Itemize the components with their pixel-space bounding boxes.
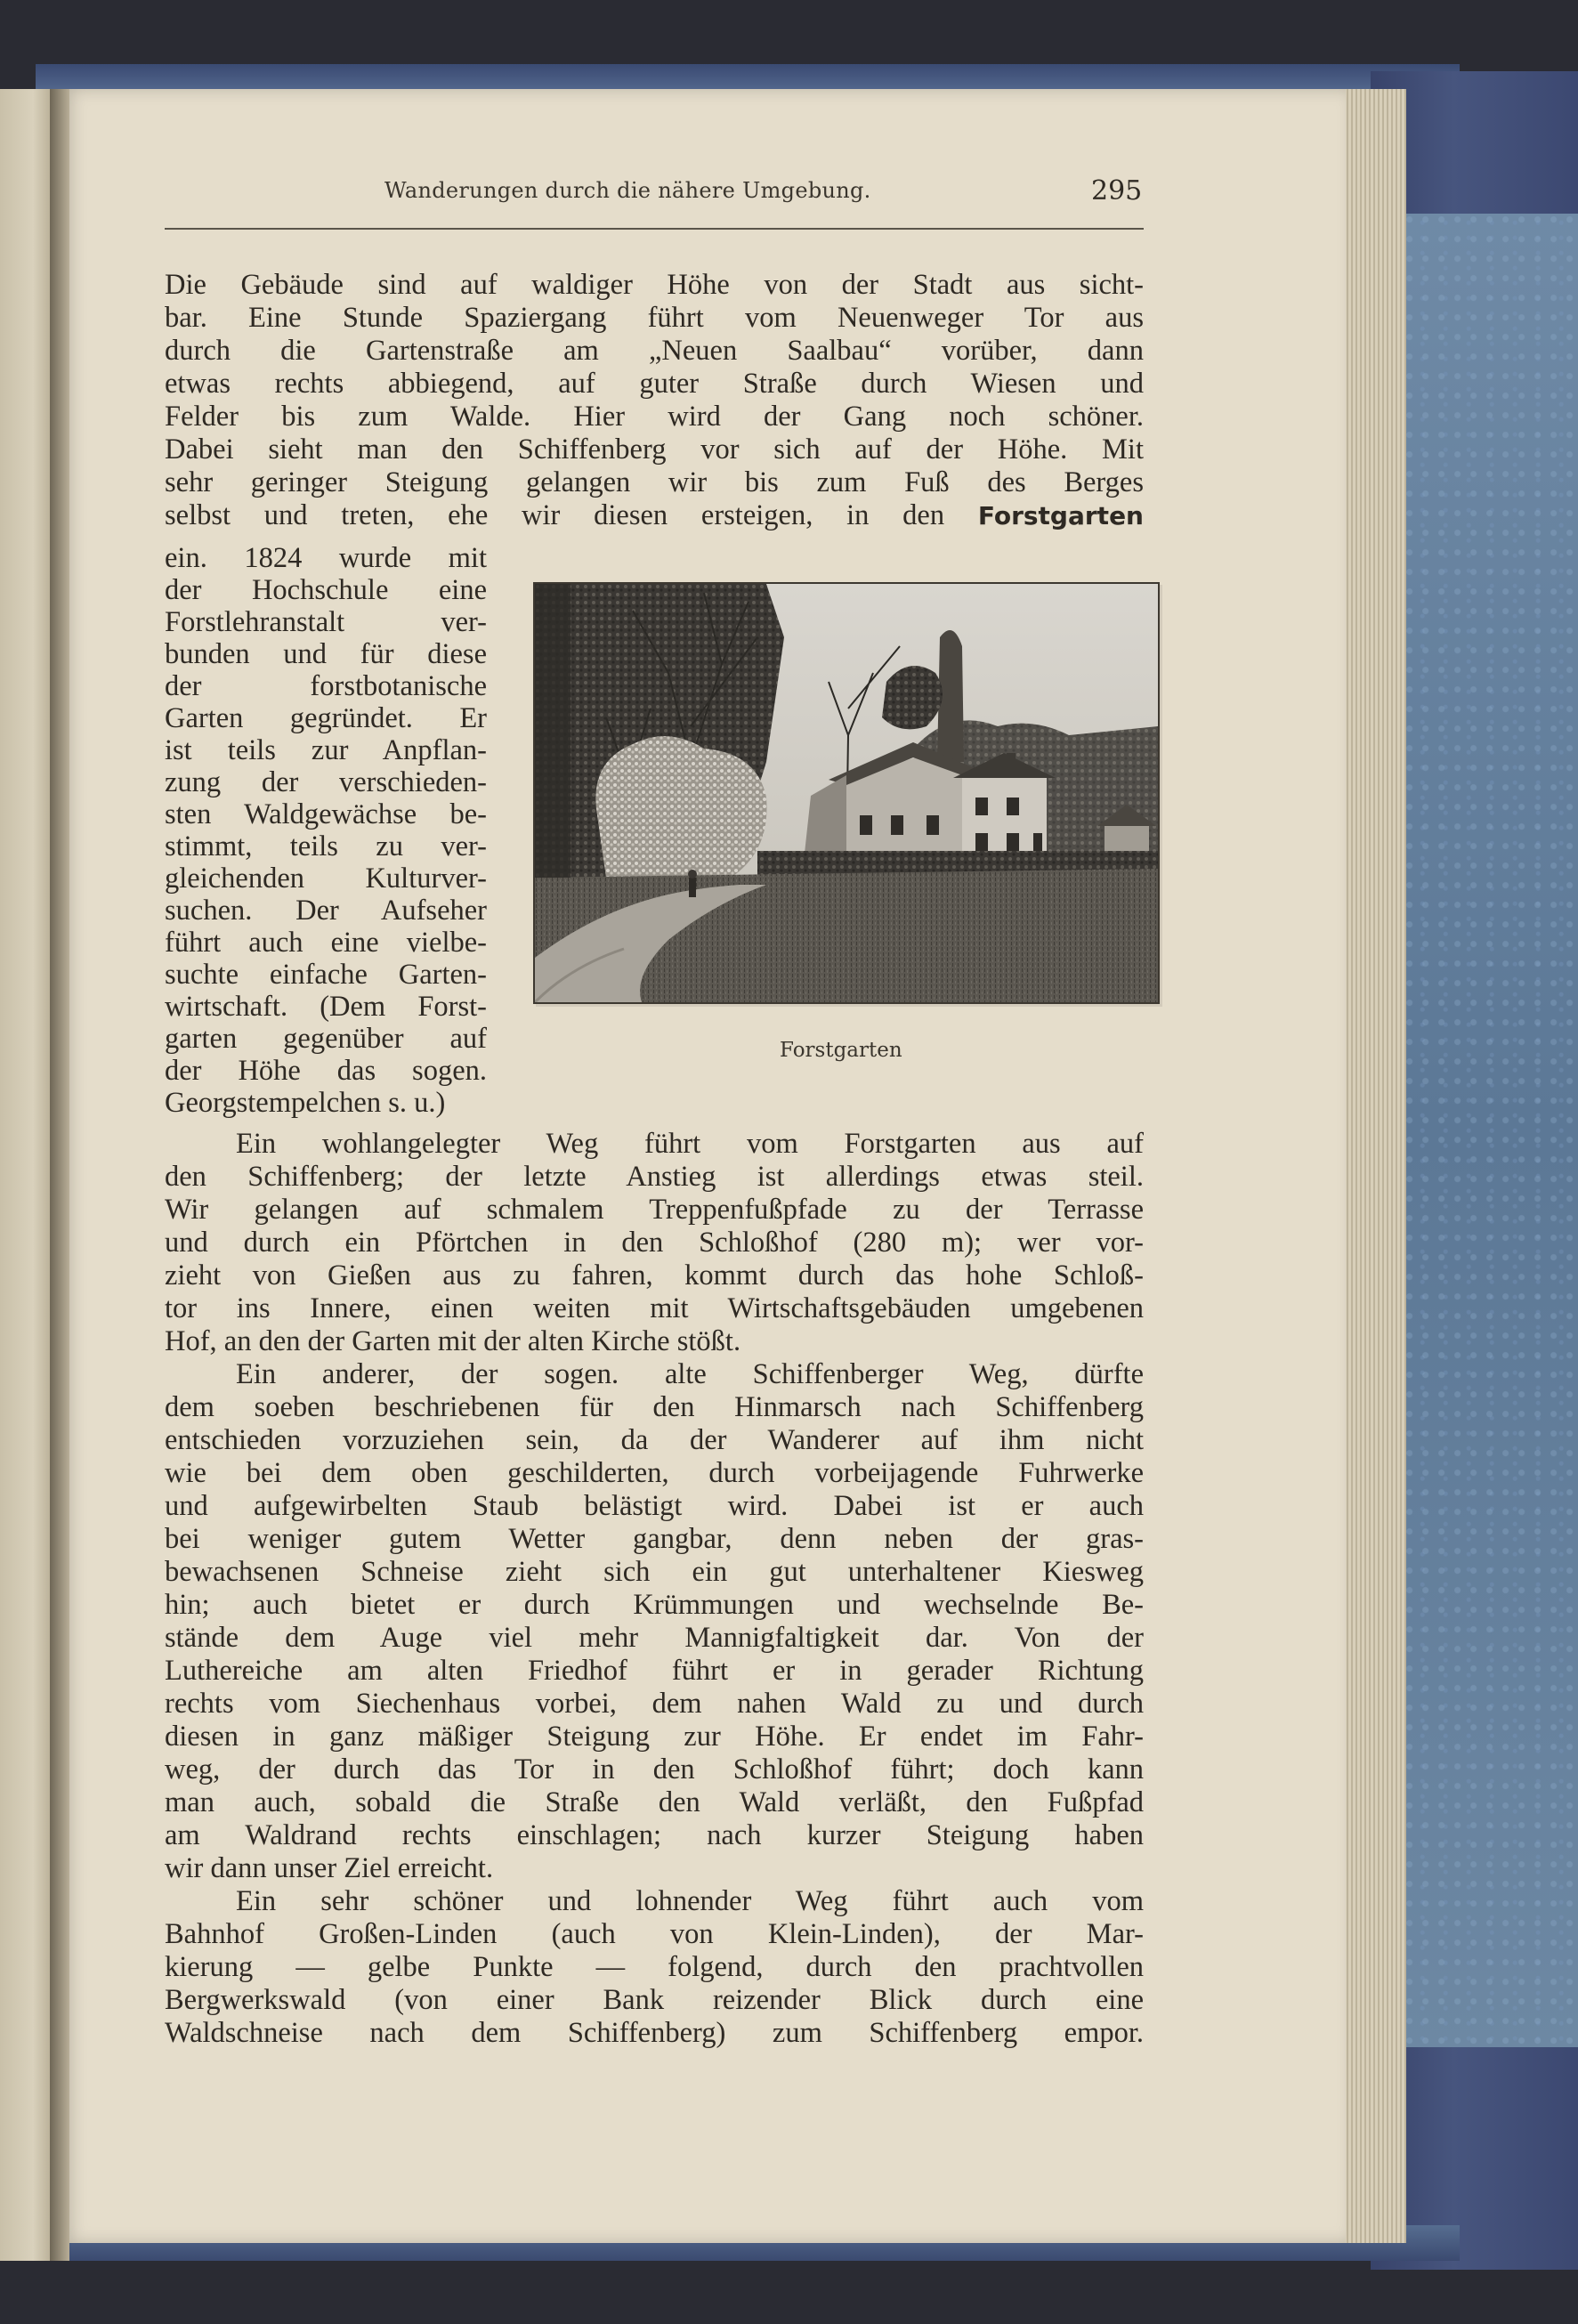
- text-line: den Schiffenberg; der letzte Anstieg ist allerdings etwas steil.: [165, 1161, 1144, 1193]
- text-line: bewachsenen Schneise zieht sich ein gut unterhaltener Kiesweg: [165, 1556, 1144, 1588]
- figure-caption: Forstgarten: [780, 1039, 902, 1062]
- forstgarten-photo: [533, 582, 1160, 1004]
- text-line: kierung — gelbe Punkte — folgend, durch den prachtvollen: [165, 1951, 1144, 1983]
- text-line-narrow: sten Waldgewächse be-: [165, 798, 487, 830]
- text-line-narrow: ein. 1824 wurde mit: [165, 542, 487, 574]
- text-line: wie bei dem oben geschilderten, durch vorbeijagende Fuhrwerke: [165, 1457, 1144, 1489]
- text-line: Waldschneise nach dem Schiffenberg) zum Schiffenberg empor.: [165, 2017, 1144, 2049]
- text-line: man auch, sobald die Straße den Wald verläßt, den Fußpfad: [165, 1786, 1144, 1818]
- page-number: 295: [1091, 175, 1143, 206]
- text-line: wir dann unser Ziel erreicht.: [165, 1852, 494, 1884]
- text-line: tor ins Innere, einen weiten mit Wirtschaftsgebäuden umgebenen: [165, 1292, 1144, 1324]
- text-line-narrow: der Hochschule eine: [165, 574, 487, 606]
- text-line: Luthereiche am alten Friedhof führt er in gerader Richtung: [165, 1655, 1144, 1687]
- text-line-narrow: suchte einfache Garten-: [165, 959, 487, 991]
- text-line: Bergwerkswald (von einer Bank reizender Blick durch eine: [165, 1984, 1144, 2016]
- text-line-narrow: der Höhe das sogen.: [165, 1055, 487, 1087]
- text-line-forstgarten: [165, 499, 1144, 532]
- text-line: Dabei sieht man den Schiffenberg vor sich auf der Höhe. Mit: [165, 433, 1144, 466]
- text-line: hin; auch bietet er durch Krümmungen und wechselnde Be-: [165, 1589, 1144, 1621]
- text-line: Die Gebäude sind auf waldiger Höhe von der Stadt aus sicht-: [165, 269, 1144, 301]
- photo-illustration: [535, 584, 1158, 1002]
- bold-term-forstgarten: Forstgarten: [977, 501, 1144, 530]
- text-line: Wir gelangen auf schmalem Treppenfußpfade zu der Terrasse: [165, 1194, 1144, 1226]
- text-line: sehr geringer Steigung gelangen wir bis zum Fuß des Berges: [165, 466, 1144, 498]
- text-line-narrow: bunden und für diese: [165, 638, 487, 670]
- text-line-narrow: Georgstempelchen s. u.): [165, 1087, 446, 1119]
- book-cover-marbled-edge: [1406, 214, 1578, 2047]
- text-line-narrow: führt auch eine vielbe-: [165, 927, 487, 959]
- text-line: Felder bis zum Walde. Hier wird der Gang noch schöner.: [165, 401, 1144, 433]
- text-line: Bahnhof Großen-Linden (auch von Klein-Linden), der Mar-: [165, 1918, 1144, 1950]
- text-line-narrow: wirtschaft. (Dem Forst-: [165, 991, 487, 1023]
- text-line-narrow: ist teils zur Anpflan-: [165, 734, 487, 766]
- text-line: diesen in ganz mäßiger Steigung zur Höhe. Er endet im Fahr-: [165, 1721, 1144, 1753]
- text-line-narrow: gleichenden Kulturver-: [165, 862, 487, 895]
- text-line-narrow: stimmt, teils zu ver-: [165, 830, 487, 862]
- text-line: stände dem Auge viel mehr Mannigfaltigkeit dar. Von der: [165, 1622, 1144, 1654]
- text-line: durch die Gartenstraße am „Neuen Saalbau“ vorüber, dann: [165, 335, 1144, 367]
- text-line-narrow: zung der verschieden-: [165, 766, 487, 798]
- text-span: selbst und treten, ehe wir diesen ersteigen, in den: [165, 499, 945, 531]
- facing-page-edge: [0, 89, 55, 2261]
- text-line-narrow: garten gegenüber auf: [165, 1023, 487, 1055]
- text-line-narrow: der forstbotanische: [165, 670, 487, 702]
- running-head: Wanderungen durch die nähere Umgebung.: [384, 178, 871, 203]
- text-line: und durch ein Pförtchen in den Schloßhof (280 m); wer vor-: [165, 1227, 1144, 1259]
- text-line: Ein wohlangelegter Weg führt vom Forstgarten aus auf: [236, 1128, 1144, 1160]
- text-line-narrow: Forstlehranstalt ver-: [165, 606, 487, 638]
- text-line-narrow: Garten gegründet. Er: [165, 702, 487, 734]
- text-line: bei weniger gutem Wetter gangbar, denn neben der gras-: [165, 1523, 1144, 1555]
- text-line: dem soeben beschriebenen für den Hinmarsch nach Schiffenberg: [165, 1391, 1144, 1423]
- page-stack-edge: [1335, 89, 1406, 2243]
- text-line: Hof, an den der Garten mit der alten Kirche stößt.: [165, 1325, 741, 1357]
- text-line: rechts vom Siechenhaus vorbei, dem nahen Wald zu und durch: [165, 1688, 1144, 1720]
- text-line: weg, der durch das Tor in den Schloßhof führt; doch kann: [165, 1753, 1144, 1786]
- text-line: am Waldrand rechts einschlagen; nach kurzer Steigung haben: [165, 1819, 1144, 1851]
- text-line: Ein sehr schöner und lohnender Weg führt auch vom: [236, 1885, 1144, 1917]
- text-line-narrow: suchen. Der Aufseher: [165, 895, 487, 927]
- text-line: zieht von Gießen aus zu fahren, kommt durch das hohe Schloß-: [165, 1259, 1144, 1292]
- header-rule: [165, 228, 1144, 230]
- text-line: entschieden vorzuziehen sein, da der Wanderer auf ihm nicht: [165, 1424, 1144, 1456]
- text-line: Ein anderer, der sogen. alte Schiffenberger Weg, dürfte: [236, 1358, 1144, 1390]
- text-line: bar. Eine Stunde Spaziergang führt vom Neuenweger Tor aus: [165, 302, 1144, 334]
- text-line: und aufgewirbelten Staub belästigt wird. Dabei ist er auch: [165, 1490, 1144, 1522]
- spine-shadow: [50, 89, 69, 2261]
- text-line: etwas rechts abbiegend, auf guter Straße durch Wiesen und: [165, 368, 1144, 400]
